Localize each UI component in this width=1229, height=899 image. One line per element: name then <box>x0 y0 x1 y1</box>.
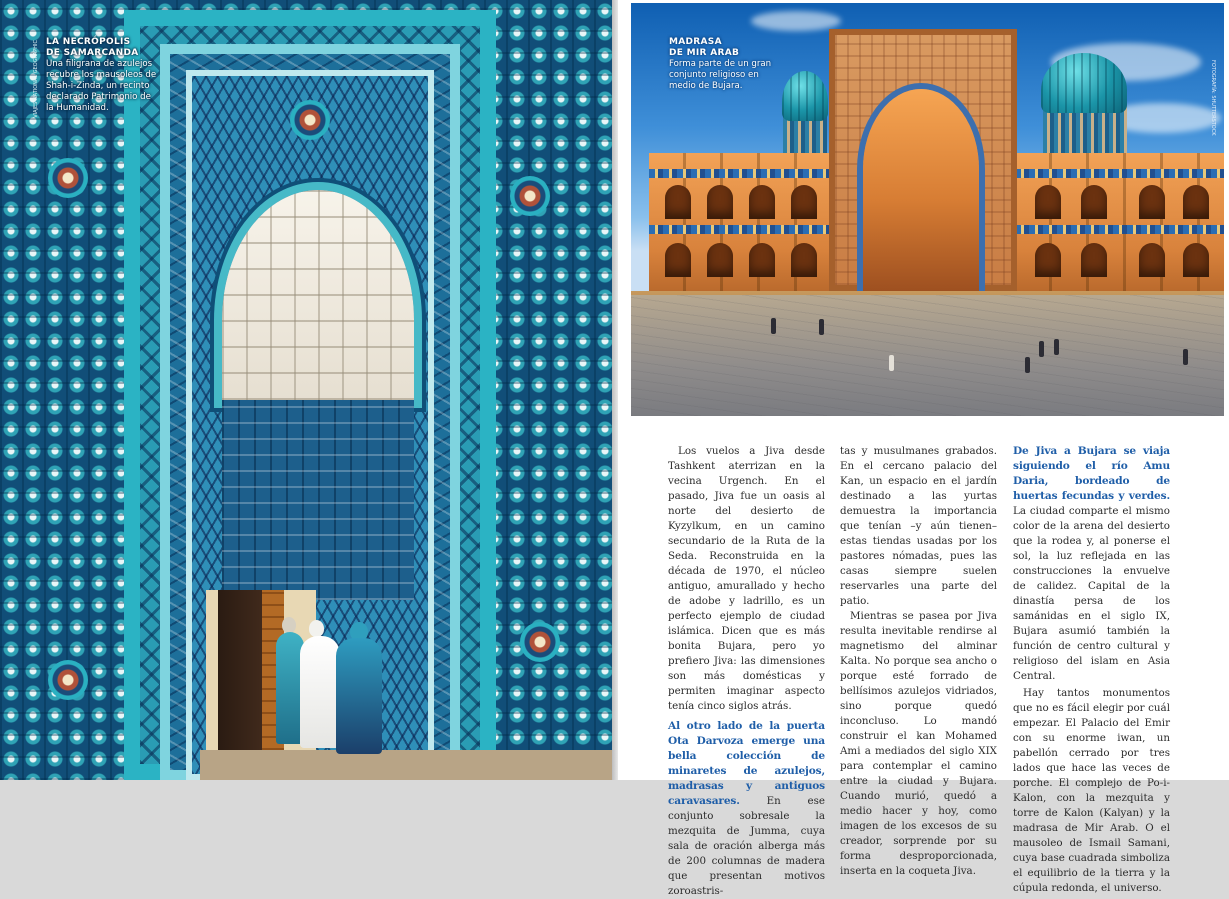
article-column-1 <box>668 444 825 899</box>
square-pavement <box>631 295 1224 416</box>
arcade-niche <box>1183 185 1209 219</box>
pedestrian <box>1054 339 1059 355</box>
caption-body: Forma parte de un gran conjunto religioso en medio de Bujara. <box>669 59 772 91</box>
turquoise-dome <box>782 71 828 121</box>
caption-title: LA NECRÓPOLIS <box>46 37 131 47</box>
arcade-niche <box>665 243 691 277</box>
right-photo-caption <box>669 37 779 92</box>
shah-i-zinda-photo <box>0 0 612 780</box>
arcade-niche <box>749 243 775 277</box>
photo-credit: VIAJES NATIONAL GEOGRAPHIC <box>33 40 39 118</box>
caption-title: DE MIR ARAB <box>669 48 740 58</box>
body-text: La ciudad comparte el mismo color de la arena del desierto que la rodea y, al ponerse el sol, la luz reflejada en las construcciones la envuelve de calidez. Capital de la dinastía persa de los samánidas en el siglo IX, Bujara asumió también la función de centro cultural y religioso del islam en Asia Central. <box>1013 505 1170 682</box>
arcade-niche <box>1081 243 1107 277</box>
body-paragraph: tas y musulmanes grabados. En el cercano palacio del Kan, un espacio en el jardín destinado a las yurtas demuestra la importancia que tenían –y aún tienen– estas tiendas usadas por los pastores nómadas, pues las casas siempre suelen reservarles una parte del patio. <box>840 445 997 607</box>
tile-band <box>1015 169 1224 178</box>
tile-band <box>649 225 833 234</box>
pedestrian <box>771 318 776 334</box>
stone-step <box>200 750 612 780</box>
arcade-niche <box>791 185 817 219</box>
tile-band <box>1015 225 1224 234</box>
pedestrian <box>1025 357 1030 373</box>
left-photo-caption <box>46 37 158 114</box>
caption-title: MADRASA <box>669 37 722 47</box>
body-paragraph: Mientras se pasea por Jiva resulta inevitable rendirse al magnetismo del alminar Kalta. No porque sea ancho o porque esté forrado de bellísimos azulejos vidriados, sino porque quedó inconcluso. Lo mandó construir el kan Mohamed Ami a mediados del siglo XIX para contemplar el camino entre la ciudad y Bujara. Cuando murió, quedó a medio hacer y hoy, como imagen de los excesos de su creador, sorprende por su forma desproporcionada, inserta en la coqueta Jiva. <box>840 610 997 877</box>
tile-rosette <box>48 158 88 198</box>
tile-band <box>649 169 833 178</box>
body-paragraph: Los vuelos a Jiva desde Tashkent aterrizan en la vecina Urgench. En el pasado, Jiva fue un oasis al norte del desierto de Kyzylkum, en un camino secundario de la Ruta de la Seda. Reconstruida en la década de 1970, el núcleo antiguo, amurallado y hecho de adobe y ladrillo, es un perfecto ejemplo de ciudad islámica. Dicen que es más bonita Bujara, pero yo prefiero Jiva: las dimensiones son más domésticas y permiten imaginar aspecto tenía cinco siglos atrás. <box>668 445 825 712</box>
article-column-2 <box>840 444 997 879</box>
arcade-niche <box>707 185 733 219</box>
arcade-niche <box>791 243 817 277</box>
pedestrian <box>889 355 894 371</box>
arcade-niche <box>665 185 691 219</box>
pedestrian <box>1039 341 1044 357</box>
caption-body: Una filigrana de azulejos recubre los mausoleos de Shah-i-Zinda, un recinto declarado Patrimonio de la Humanidad. <box>46 59 157 113</box>
arcade-niche <box>1081 185 1107 219</box>
lead-in: De Jiva a Bujara se viaja siguiendo el río Amu Daria, bordeado de huertas fecundas y verdes. <box>1013 445 1170 502</box>
arcade-niche <box>1139 243 1165 277</box>
portal-iwan <box>863 89 979 291</box>
body-paragraph <box>668 719 825 899</box>
tiled-lower-panel <box>222 400 414 600</box>
cloud <box>751 11 841 31</box>
arcade-niche <box>1035 243 1061 277</box>
lead-in: Al otro lado de la puerta Ota Darvoza emerge una bella colección de minaretes de azulejos, madrasas y antiguos caravasares. <box>668 720 825 807</box>
arcade-niche <box>707 243 733 277</box>
body-paragraph <box>1013 444 1170 684</box>
arcade-niche <box>1139 185 1165 219</box>
body-text: En ese conjunto sobresale la mezquita de Jumma, cuya sala de oración alberga más de 200 columnas de madera que presentan motivos zoroastris- <box>668 795 825 897</box>
tile-rosette <box>48 660 88 700</box>
pedestrian <box>819 319 824 335</box>
article-column-3 <box>1013 444 1170 896</box>
tile-rosette <box>520 622 560 662</box>
tile-rosette <box>290 100 330 140</box>
photo-credit: FOTOGRAFÍA: SHUTTERSTOCK <box>1210 60 1216 136</box>
arcade-niche <box>749 185 775 219</box>
arcade-niche <box>1183 243 1209 277</box>
arcade-niche <box>1035 185 1061 219</box>
pedestrian <box>1183 349 1188 365</box>
body-paragraph: Hay tantos monumentos que no es fácil elegir por cuál empezar. El Palacio del Emir con su enorme iwan, un pabellón cerrado por tres lados que hace las veces de porche. El complejo de Po-i-Kalon, con la mezquita y torre de Kalon (Kalyan) y la madrasa de Mir Arab. O el mausoleo de Ismail Samani, cuya base cuadrada simboliza el equilibrio de la tierra y la cúpula redonda, el universo. <box>1013 687 1170 894</box>
caption-title: DE SAMARCANDA <box>46 48 139 58</box>
tile-rosette <box>510 176 550 216</box>
